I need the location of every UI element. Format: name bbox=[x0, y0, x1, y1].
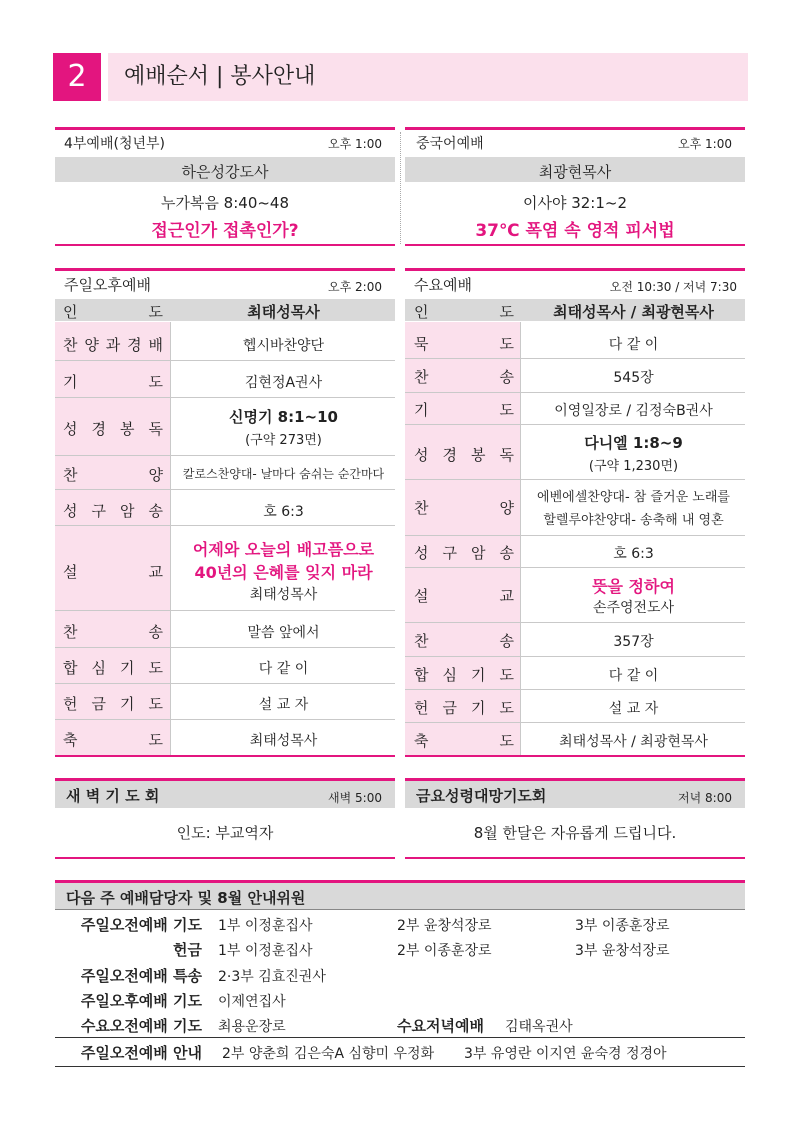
usher-list: 2부 양춘희 김은숙A 심향미 우정화 bbox=[222, 1046, 435, 1062]
row-label: 헌 금 기 도 bbox=[63, 695, 163, 713]
choir-line2: 할렐루야찬양대- 송축해 내 영혼 bbox=[543, 513, 724, 528]
row-label: 찬 송 bbox=[414, 632, 514, 650]
row-label: 찬 양 bbox=[63, 466, 163, 484]
row-value-leader: 최태성목사 bbox=[247, 303, 320, 321]
service-note: 인도: 부교역자 bbox=[176, 824, 274, 842]
duty-person: 1부 이정훈집사 bbox=[218, 943, 313, 959]
row-value: 최태성목사 bbox=[249, 733, 318, 749]
row-value: 호 6:3 bbox=[263, 504, 304, 520]
row-label: 기 도 bbox=[63, 373, 163, 391]
row-label: 성 경 봉 독 bbox=[414, 446, 514, 464]
section-number: 2 bbox=[53, 53, 101, 101]
row-value-leader: 최태성목사 / 최광현목사 bbox=[553, 303, 714, 321]
row-value: 설 교 자 bbox=[258, 697, 309, 713]
usher-list: 3부 유영란 이지연 윤숙경 정경아 bbox=[464, 1046, 667, 1062]
duty-person: 김태옥권사 bbox=[505, 1019, 573, 1035]
row-value: 다 같 이 bbox=[608, 337, 659, 353]
row-label: 설 교 bbox=[414, 587, 514, 605]
service-name: 금요성령대망기도회 bbox=[416, 787, 547, 805]
service-name: 수요예배 bbox=[414, 276, 472, 294]
row-value: 김현정A권사 bbox=[244, 375, 323, 391]
sermon-line2: 40년의 은혜를 잊지 마라 bbox=[194, 563, 373, 582]
sermon-preacher: 손주영전도사 bbox=[592, 600, 675, 616]
scripture: 누가복음 8:40~48 bbox=[160, 194, 290, 212]
duty-person: 3부 윤창석장로 bbox=[575, 943, 670, 959]
service-name: 4부예배(청년부) bbox=[64, 136, 165, 152]
row-label-leader: 인 도 bbox=[63, 303, 163, 321]
service-name: 중국어예배 bbox=[416, 136, 484, 152]
service-time: 오후 1:00 bbox=[678, 137, 732, 151]
duty-person: 이제연집사 bbox=[218, 994, 286, 1010]
row-value: 다 같 이 bbox=[608, 668, 659, 684]
row-label: 성 경 봉 독 bbox=[63, 420, 163, 438]
service-time: 새벽 5:00 bbox=[328, 791, 382, 805]
service-note: 8월 한달은 자유롭게 드립니다. bbox=[473, 824, 677, 842]
page-title: 예배순서 | 봉사안내 bbox=[124, 64, 316, 89]
service-leader: 최광현목사 bbox=[538, 163, 612, 181]
service-leader: 하은성강도사 bbox=[181, 163, 269, 181]
duty-person: 2부 윤창석장로 bbox=[397, 918, 492, 934]
row-label: 찬 양 과 경 배 bbox=[63, 336, 163, 354]
row-label: 합 심 기 도 bbox=[63, 659, 163, 677]
duty-label: 수요저녁예배 bbox=[397, 1017, 484, 1035]
duty-person: 2부 이종훈장로 bbox=[397, 943, 492, 959]
sermon-title: 접근인가 접촉인가? bbox=[151, 221, 299, 241]
service-name: 새 벽 기 도 회 bbox=[66, 787, 160, 805]
row-label: 성 구 암 송 bbox=[63, 502, 163, 520]
row-sub: (구약 1,230면) bbox=[588, 459, 679, 474]
section-title: 다음 주 예배담당자 및 8월 안내위원 bbox=[66, 889, 306, 907]
row-label: 묵 도 bbox=[414, 335, 514, 353]
row-value: 545장 bbox=[613, 370, 654, 386]
duty-person: 2·3부 김효진권사 bbox=[218, 969, 326, 985]
duty-label: 헌금 bbox=[173, 941, 202, 959]
service-time: 오후 1:00 bbox=[328, 137, 382, 151]
row-value: 호 6:3 bbox=[613, 546, 654, 562]
service-name: 주일오후예배 bbox=[64, 276, 151, 294]
sermon-preacher: 최태성목사 bbox=[249, 587, 318, 603]
duty-label: 주일오후예배 기도 bbox=[80, 992, 202, 1010]
row-value: 다 같 이 bbox=[258, 661, 309, 677]
row-label: 설 교 bbox=[63, 563, 163, 581]
row-label: 찬 송 bbox=[63, 623, 163, 641]
row-label: 기 도 bbox=[414, 401, 514, 419]
row-label: 헌 금 기 도 bbox=[414, 699, 514, 717]
row-value: 신명기 8:1~10 bbox=[228, 408, 338, 426]
row-label: 성 구 암 송 bbox=[414, 544, 514, 562]
duty-label: 주일오전예배 안내 bbox=[80, 1044, 202, 1062]
row-value: 설 교 자 bbox=[608, 701, 659, 717]
row-label: 합 심 기 도 bbox=[414, 666, 514, 684]
duty-person: 최용운장로 bbox=[218, 1019, 286, 1035]
duty-person: 1부 이정훈집사 bbox=[218, 918, 313, 934]
row-value: 칼로스찬양대- 날마다 숨쉬는 순간마다 bbox=[182, 467, 385, 481]
row-label-leader: 인 도 bbox=[414, 303, 514, 321]
row-value: 최태성목사 / 최광현목사 bbox=[559, 734, 708, 750]
row-value: 이영일장로 / 김정숙B권사 bbox=[554, 403, 713, 419]
row-value: 다니엘 1:8~9 bbox=[584, 434, 683, 452]
duty-person: 3부 이종훈장로 bbox=[575, 918, 670, 934]
row-label: 축 도 bbox=[63, 731, 163, 749]
duty-label: 주일오전예배 기도 bbox=[80, 916, 202, 934]
row-value: 357장 bbox=[613, 634, 654, 650]
row-value: 헵시바찬양단 bbox=[242, 338, 325, 354]
row-label: 찬 송 bbox=[414, 368, 514, 386]
duty-label: 수요오전예배 기도 bbox=[80, 1017, 202, 1035]
service-time: 오후 2:00 bbox=[328, 280, 382, 294]
scripture: 이사야 32:1~2 bbox=[522, 194, 628, 212]
row-value: 말씀 앞에서 bbox=[247, 625, 320, 641]
sermon-title: 37℃ 폭염 속 영적 피서법 bbox=[475, 221, 675, 241]
service-time: 오전 10:30 / 저녁 7:30 bbox=[609, 280, 737, 294]
sermon-title: 뜻을 정하여 bbox=[592, 577, 675, 596]
row-label: 찬 양 bbox=[414, 499, 514, 517]
choir-line1: 에벤에셀찬양대- 참 즐거운 노래를 bbox=[537, 490, 730, 505]
sermon-line1: 어제와 오늘의 배고픔으로 bbox=[192, 540, 375, 559]
row-label: 축 도 bbox=[414, 732, 514, 750]
row-sub: (구약 273면) bbox=[245, 433, 322, 448]
duty-label: 주일오전예배 특송 bbox=[80, 967, 202, 985]
service-time: 저녁 8:00 bbox=[678, 791, 732, 805]
